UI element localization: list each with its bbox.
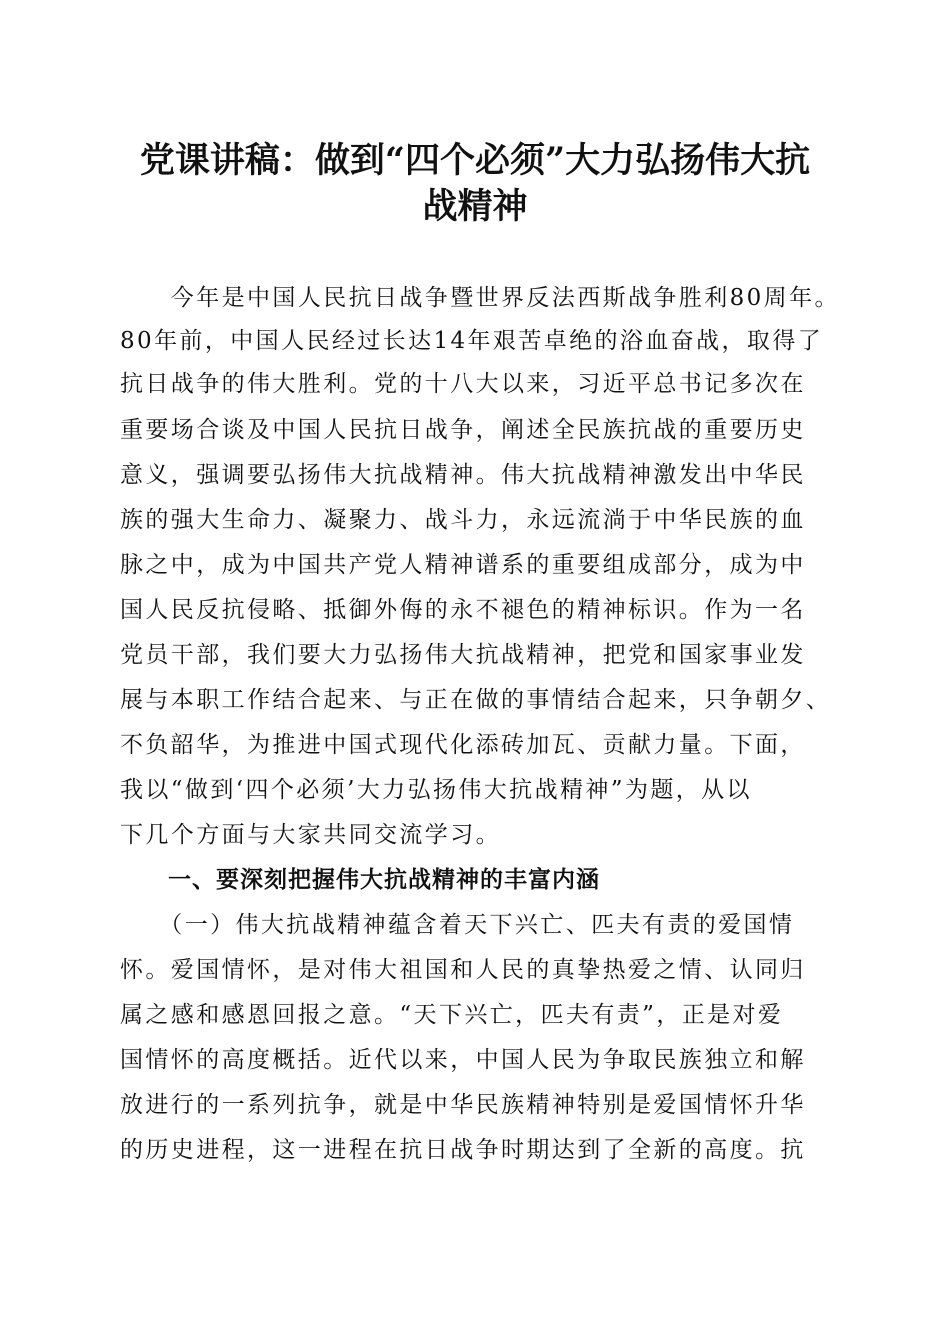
paragraph-line: 怀。爱国情怀，是对伟大祖国和人民的真挚热爱之情、认同归 <box>120 957 806 983</box>
paragraph-line: 我以“做到‘四个必须’大力弘扬伟大抗战精神”为题，从以 <box>120 777 752 803</box>
paragraph-line: 重要场合谈及中国人民抗日战争，阐述全民族抗战的重要历史 <box>120 417 806 443</box>
paragraph-line: 国人民反抗侵略、抵御外侮的永不褪色的精神标识。作为一名 <box>120 597 806 623</box>
paragraph-line: 属之感和感恩回报之意。“天下兴亡，匹夫有责”，正是对爱 <box>120 1002 784 1028</box>
document-title-line-1: 党课讲稿：做到“四个必须”大力弘扬伟大抗 <box>139 140 811 181</box>
paragraph-line: 党员干部，我们要大力弘扬伟大抗战精神，把党和国家事业发 <box>120 642 806 668</box>
paragraph-line: 意义，强调要弘扬伟大抗战精神。伟大抗战精神激发出中华民 <box>120 462 806 488</box>
paragraph-line: 80年前，中国人民经过长达14年艰苦卓绝的浴血奋战，取得了 <box>120 328 824 354</box>
section-heading-1: 一、要深刻把握伟大抗战精神的丰富内涵 <box>168 867 600 893</box>
paragraph-line: 今年是中国人民抗日战争暨世界反法西斯战争胜利80周年。 <box>120 285 840 311</box>
paragraph-line: 不负韶华，为推进中国式现代化添砖加瓦、贡献力量。下面， <box>120 732 806 758</box>
document-title-line-2: 战精神 <box>422 186 528 227</box>
paragraph-line: 抗日战争的伟大胜利。党的十八大以来，习近平总书记多次在 <box>120 371 806 397</box>
paragraph-line: 族的强大生命力、凝聚力、战斗力，永远流淌于中华民族的血 <box>120 507 806 533</box>
paragraph-line: 国情怀的高度概括。近代以来，中国人民为争取民族独立和解 <box>120 1047 806 1073</box>
paragraph-line: 脉之中，成为中国共产党人精神谱系的重要组成部分，成为中 <box>120 552 806 578</box>
paragraph-line: 下几个方面与大家共同交流学习。 <box>120 822 501 848</box>
paragraph-line: 的历史进程，这一进程在抗日战争时期达到了全新的高度。抗 <box>120 1137 806 1163</box>
paragraph-line: 展与本职工作结合起来、与正在做的事情结合起来，只争朝夕、 <box>120 687 832 713</box>
paragraph-line: （一）伟大抗战精神蕴含着天下兴亡、匹夫有责的爱国情 <box>120 912 795 938</box>
paragraph-line: 放进行的一系列抗争，就是中华民族精神特别是爱国情怀升华 <box>120 1092 806 1118</box>
